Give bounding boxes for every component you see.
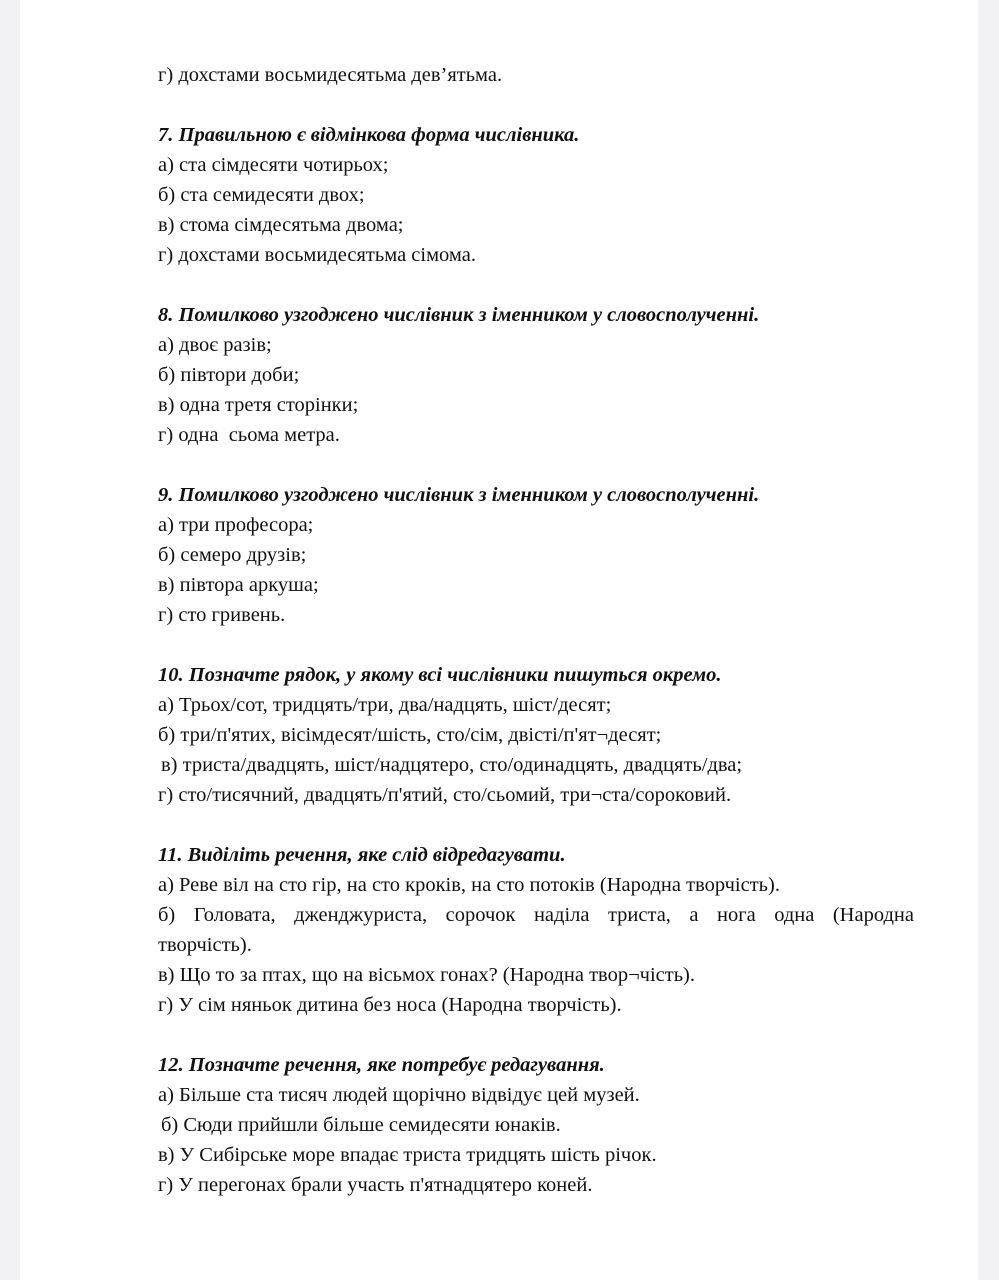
question-7 [158, 120, 914, 270]
question-9-option-d: г) сто гривень. [158, 604, 286, 626]
spacer [158, 450, 914, 480]
question-10-title: 10. Позначте рядок, у якому всі числівники пишуться окремо. [158, 664, 722, 686]
question-11-title: 11. Виділіть речення, яке слід відредагувати. [158, 844, 566, 866]
question-11-option-a: а) Реве віл на сто гір, на сто кроків, на сто потоків (Народна творчість). [158, 874, 780, 896]
question-8-option-d: г) одна сьома метра. [158, 424, 340, 446]
question-7-title: 7. Правильною є відмінкова форма числівника. [158, 124, 580, 146]
question-9 [158, 480, 914, 630]
spacer [158, 810, 914, 840]
question-8-option-a: а) двоє разів; [158, 334, 272, 356]
spacer [158, 270, 914, 300]
question-9-option-a: а) три професора; [158, 514, 314, 536]
question-8 [158, 300, 914, 450]
document-content [158, 60, 914, 1200]
question-10-option-b: б) три/п'ятих, вісімдесят/шість, сто/сім, двісті/п'ят¬десят; [158, 724, 662, 746]
question-7-option-a: а) ста сімдесяти чотирьох; [158, 154, 389, 176]
question-12-option-b: б) Сюди прийшли більше семидесяти юнаків. [161, 1114, 561, 1136]
question-10 [158, 660, 914, 810]
question-10-option-c: в) триста/двадцять, шіст/надцятеро, сто/одинадцять, двадцять/два; [161, 754, 743, 776]
question-8-option-c: в) одна третя сторінки; [158, 394, 359, 416]
question-9-title: 9. Помилково узгоджено числівник з іменником у словосполученні. [158, 484, 760, 506]
q6-option-d: г) дохстами восьмидесятьма дев’ятьма. [158, 64, 503, 86]
question-7-option-b: б) ста семидесяти двох; [158, 184, 365, 206]
question-11-option-c: в) Що то за птах, що на вісьмох гонах? (Народна твор¬чість). [158, 964, 695, 986]
question-11 [158, 840, 914, 1020]
question-9-option-c: в) півтора аркуша; [158, 574, 319, 596]
question-11-option-b-line2: творчість). [158, 934, 252, 956]
question-7-option-d: г) дохстами восьмидесятьма сімома. [158, 244, 476, 266]
question-11-option-b-line1: б) Головата, дженджуриста, сорочок наділа триста, а нога одна (Народна [158, 904, 914, 926]
question-12-option-c: в) У Сибірське море впадає триста тридцять шість річок. [158, 1144, 657, 1166]
question-12-title: 12. Позначте речення, яке потребує редагування. [158, 1054, 605, 1076]
question-12-option-a: а) Більше ста тисяч людей щорічно відвідує цей музей. [158, 1084, 640, 1106]
question-9-option-b: б) семеро друзів; [158, 544, 307, 566]
question-8-title: 8. Помилково узгоджено числівник з іменником у словосполученні. [158, 304, 760, 326]
spacer [158, 90, 914, 120]
question-11-option-d: г) У сім няньок дитина без носа (Народна творчість). [158, 994, 622, 1016]
question-10-option-d: г) сто/тисячний, двадцять/п'ятий, сто/сьомий, три¬ста/сороковий. [158, 784, 732, 806]
question-8-option-b: б) півтори доби; [158, 364, 300, 386]
question-10-option-a: а) Трьох/сот, тридцять/три, два/надцять, шіст/десят; [158, 694, 612, 716]
document-page [20, 0, 978, 1280]
spacer [158, 630, 914, 660]
question-7-option-c: в) стома сімдесятьма двома; [158, 214, 404, 236]
spacer [158, 1020, 914, 1050]
question-12-option-d: г) У перегонах брали участь п'ятнадцятеро коней. [158, 1174, 593, 1196]
question-12 [158, 1050, 914, 1200]
